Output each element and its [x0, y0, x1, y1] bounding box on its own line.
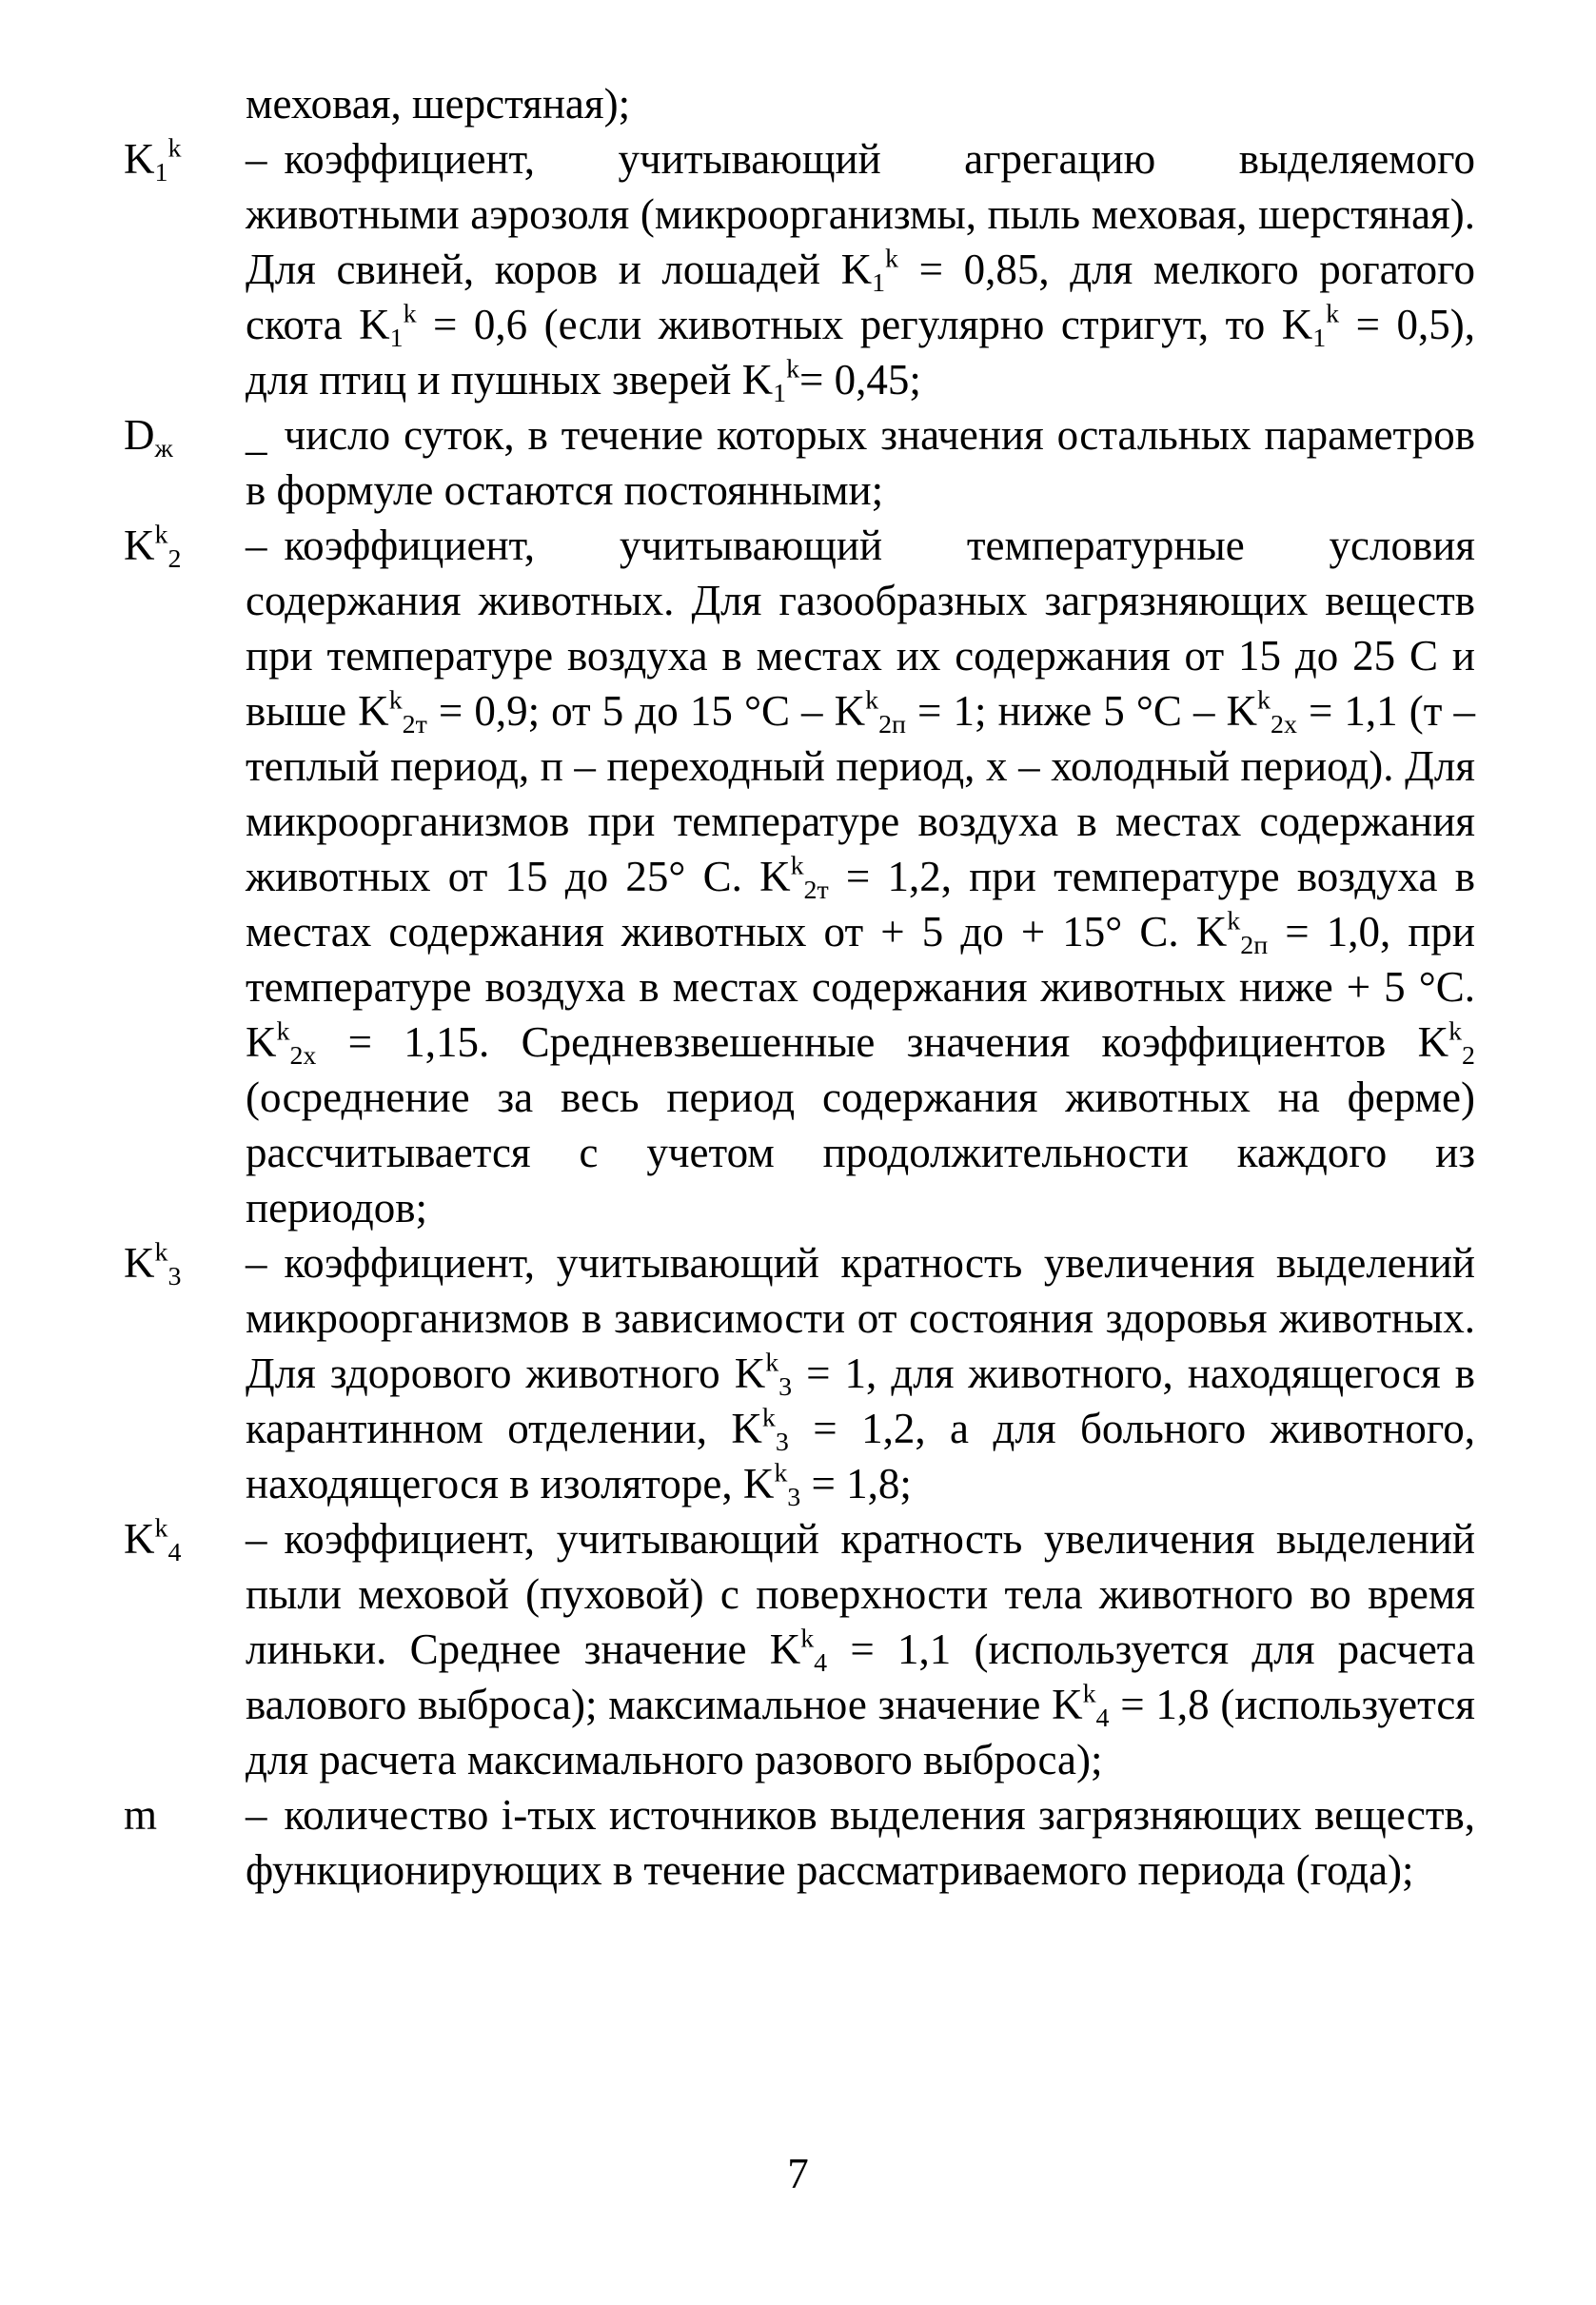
term-k2 [124, 518, 246, 573]
text-run: (осреднение за весь период содержания животных на ферме) рассчитывается с учетом продолжительности каждого из периодов; [246, 1074, 1475, 1231]
definition-text-k3 [246, 1235, 1475, 1511]
definition-k4 [124, 1511, 1475, 1787]
superscript: k [403, 299, 417, 329]
superscript: k [774, 1458, 788, 1488]
definition-text-m [246, 1787, 1475, 1898]
superscript: k [1326, 299, 1340, 329]
superscript: k [765, 1348, 779, 1378]
text-run: = 1,15. Средневзвешенные значения коэффициентов K [316, 1018, 1449, 1066]
term-subscript: ж [154, 433, 173, 463]
subscript: 2х [1271, 709, 1297, 739]
text-run: = 1,2, а для больного животного, находящегося в изоляторе, K [246, 1405, 1475, 1507]
text-run: = 1,1 (т – теплый период, п – переходный период, х – холодный период). Для микроорганизмов при температуре воздуха в местах содержания животных от 15 до 25° С. K [246, 687, 1475, 900]
term-superscript: k [154, 1237, 168, 1268]
text-run: = 1,8; [800, 1460, 912, 1507]
text-run: = 1,2, при температуре воздуха в местах содержания животных от + 5 до + 15° С. K [246, 853, 1476, 955]
text-run: количество i-тых источников выделения загрязняющих веществ, функционирующих в течение рассматриваемого периода (года); [246, 1791, 1475, 1894]
definitions-list [124, 131, 1475, 1898]
definition-text-k2 [246, 518, 1475, 1235]
term-base: D [124, 411, 155, 459]
text-run: = 0,5), для птиц и пушных зверей K [246, 301, 1475, 404]
definition-text-k1 [246, 131, 1475, 407]
superscript: k [1257, 685, 1271, 716]
term-base: K [124, 135, 155, 183]
subscript: 2х [289, 1040, 317, 1071]
text-run: = 0,45; [799, 356, 921, 404]
superscript: k [786, 354, 800, 384]
superscript: k [761, 1403, 776, 1433]
term-subscript: 2 [167, 543, 182, 574]
term-subscript: 3 [167, 1261, 182, 1291]
subscript: 4 [814, 1647, 828, 1678]
definition-dash: – [246, 1239, 267, 1287]
term-dzh [124, 407, 246, 463]
subscript: 2п [1240, 930, 1269, 960]
text-run: коэффициент, учитывающий агрегацию выделяемого животными аэрозоля (микроорганизмы, пыль меховая, шерстяная). Для свиней, коров и лошадей K [246, 135, 1475, 293]
term-subscript: 4 [167, 1537, 182, 1567]
term-k3 [124, 1235, 246, 1290]
subscript: 2т [803, 875, 829, 905]
subscript: 1 [389, 323, 404, 353]
continuation-line: меховая, шерстяная); [246, 80, 631, 128]
text-run: = 1,1 (используется для расчета валового выброса); максимальное значение K [246, 1625, 1475, 1728]
subscript: 1 [773, 378, 787, 408]
subscript: 4 [1095, 1703, 1110, 1733]
term-m [124, 1787, 246, 1842]
text-run: = 0,9; от 5 до 15 °С – K [426, 687, 866, 735]
term-base: K [124, 1239, 155, 1287]
subscript: 2п [878, 709, 906, 739]
term-superscript: k [154, 1513, 168, 1544]
definition-k3 [124, 1235, 1475, 1511]
text-run: = 1; ниже 5 °С – K [905, 687, 1258, 735]
term-k4 [124, 1511, 246, 1566]
text-run: коэффициент, учитывающий кратность увеличения выделений пыли меховой (пуховой) с поверхности тела животного во время линьки. Среднее значение K [246, 1515, 1475, 1673]
subscript: 3 [787, 1482, 801, 1512]
text-run: = 0,6 (если животных регулярно стригут, то K [416, 301, 1313, 348]
definition-dash: – [246, 1515, 267, 1563]
page-number: 7 [787, 2150, 809, 2197]
subscript: 3 [775, 1427, 789, 1457]
superscript: k [1448, 1016, 1463, 1047]
superscript: k [790, 851, 804, 881]
term-base: K [124, 522, 155, 569]
text-run: коэффициент, учитывающий кратность увеличения выделений микроорганизмов в зависимости от состояния здоровья животных. Для здорового животного K [246, 1239, 1475, 1397]
text-run: = 1,0, при температуре воздуха в местах содержания животных ниже + 5 °С. K [246, 908, 1475, 1066]
term-superscript: k [154, 520, 168, 550]
definition-dzh [124, 407, 1475, 518]
term-superscript: k [167, 133, 182, 164]
subscript: 2 [1462, 1040, 1475, 1071]
subscript: 1 [872, 267, 886, 298]
superscript: k [1227, 906, 1241, 936]
text-run: = 0,85, для мелкого рогатого скота K [246, 246, 1475, 348]
text-run: число суток, в течение которых значения остальных параметров в формуле остаются постоянными; [246, 411, 1475, 514]
definition-dash: – [246, 522, 267, 569]
definition-text-dzh [246, 407, 1475, 518]
term-k1 [124, 131, 246, 187]
definition-text-k4 [246, 1511, 1475, 1787]
text-run: коэффициент, учитывающий температурные условия содержания животных. Для газообразных загрязняющих веществ при температуре воздуха в местах их содержания от 15 до 25 С и выше K [246, 522, 1475, 735]
superscript: k [865, 685, 879, 716]
subscript: 1 [1312, 323, 1327, 353]
definition-dash: _ [246, 411, 267, 459]
definition-k2 [124, 518, 1475, 1235]
superscript: k [800, 1624, 815, 1654]
text-run: = 1,8 (используется для расчета максимального разового выброса); [246, 1681, 1475, 1783]
definition-dash: – [246, 1791, 267, 1839]
text-run: = 1, для животного, находящегося в карантинном отделении, K [246, 1350, 1475, 1452]
superscript: k [1082, 1679, 1096, 1709]
superscript: k [276, 1016, 290, 1047]
definition-k1 [124, 131, 1475, 407]
definition-dash: – [246, 135, 267, 183]
definition-m [124, 1787, 1475, 1898]
subscript: 3 [778, 1371, 793, 1402]
term-base: m [124, 1791, 158, 1839]
subscript: 2т [402, 709, 427, 739]
superscript: k [388, 685, 403, 716]
term-base: K [124, 1515, 155, 1563]
term-subscript: 1 [154, 157, 168, 187]
superscript: k [885, 244, 898, 274]
